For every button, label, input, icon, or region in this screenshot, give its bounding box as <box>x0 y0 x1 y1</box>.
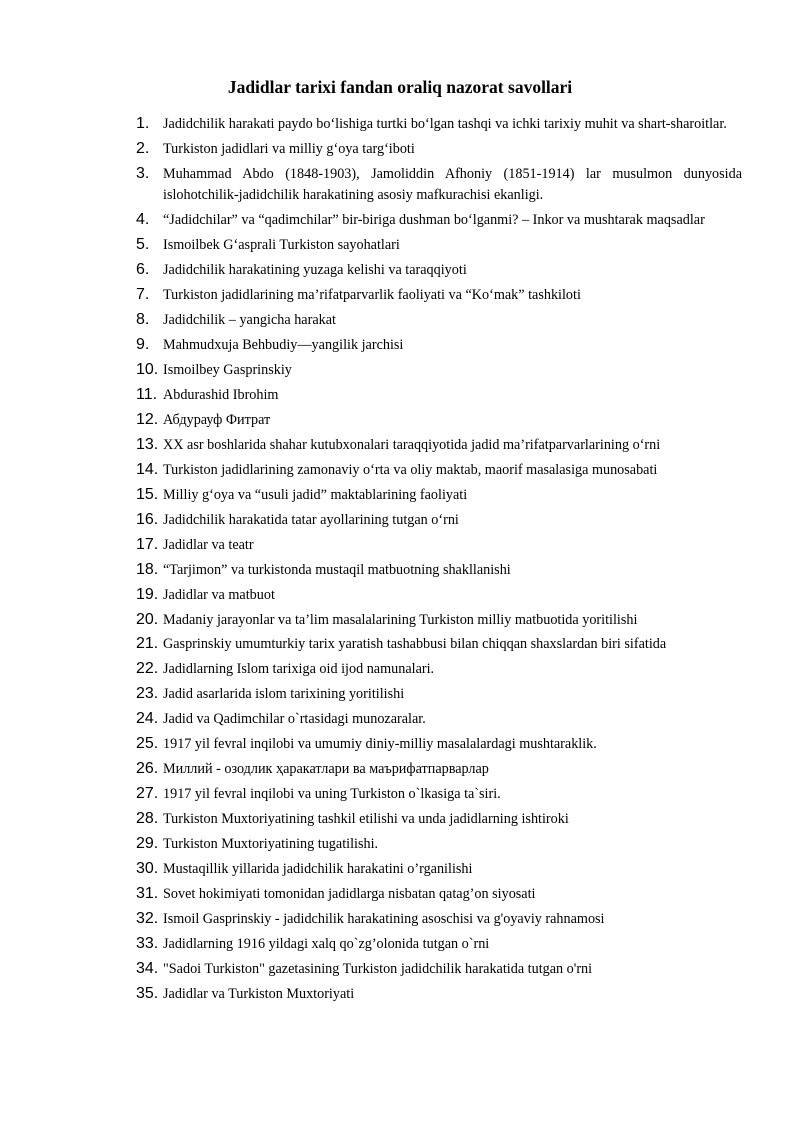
question-text: Turkiston jadidlarining ma’rifatparvarlik faoliyati va “Ko‘mak” tashkiloti <box>163 286 581 303</box>
list-item <box>136 235 742 256</box>
question-number: 13. <box>136 435 159 453</box>
question-text: Abdurashid Ibrohim <box>163 386 279 403</box>
question-text: Jadidlarning Islom tarixiga oid ijod namunalari. <box>163 661 435 678</box>
question-text: Jadidlar va Turkiston Muxtoriyati <box>163 986 355 1003</box>
list-item <box>136 210 742 231</box>
list-item <box>136 285 742 306</box>
question-number: 29. <box>136 835 159 853</box>
question-number: 26. <box>136 760 159 778</box>
question-number: 22. <box>136 660 159 678</box>
list-item <box>136 164 742 206</box>
question-text: Muhammad Abdo (1848-1903), Jamoliddin Afhoniy (1851-1914) lar musulmon dunyosida islohotchilik-jadidchilik harakatining asosiy mafkurachisi ekanligi. <box>163 165 742 203</box>
list-item <box>136 485 742 506</box>
question-text: Turkiston Muxtoriyatining tugatilishi. <box>163 836 379 853</box>
list-item <box>136 360 742 381</box>
question-number: 17. <box>136 535 159 553</box>
list-item <box>136 859 742 880</box>
question-text: Jadidchilik harakatida tatar ayollarining tutgan o‘rni <box>163 511 459 528</box>
question-text: "Sadoi Turkiston" gazetasining Turkiston jadidchilik harakatida tutgan o'rni <box>163 961 593 978</box>
list-item <box>136 959 742 980</box>
question-text: 1917 yil fevral inqilobi va uning Turkiston o`lkasiga ta`siri. <box>163 786 501 803</box>
list-item <box>136 510 742 531</box>
question-number: 32. <box>136 910 159 928</box>
question-number: 14. <box>136 460 159 478</box>
question-text: Jadidlarning 1916 yildagi xalq qo`zg’olonida tutgan o`rni <box>163 936 490 953</box>
question-number: 4. <box>136 210 150 228</box>
question-number: 2. <box>136 139 150 157</box>
list-item <box>136 809 742 830</box>
question-text: Madaniy jarayonlar va ta’lim masalalarining Turkiston milliy matbuotida yoritilishi <box>163 611 638 628</box>
question-number: 1. <box>136 115 150 132</box>
question-number: 30. <box>136 860 159 878</box>
list-item <box>136 310 742 331</box>
question-text: Ismoilbey Gasprinskiy <box>163 361 292 378</box>
question-number: 15. <box>136 485 159 503</box>
list-item <box>136 585 742 606</box>
question-text: Mustaqillik yillarida jadidchilik harakatini o’rganilishi <box>163 861 473 878</box>
list-item <box>136 759 742 780</box>
list-item <box>136 460 742 481</box>
question-number: 28. <box>136 810 159 828</box>
question-number: 5. <box>136 235 150 253</box>
question-number: 35. <box>136 985 159 1003</box>
question-number: 23. <box>136 685 159 703</box>
list-item <box>136 634 742 655</box>
question-text: Milliy g‘oya va “usuli jadid” maktablarining faoliyati <box>163 486 468 503</box>
list-item <box>136 535 742 556</box>
list-item <box>136 934 742 955</box>
question-text: Gasprinskiy umumturkiy tarix yaratish tashabbusi bilan chiqqan shaxslardan biri sifatida <box>163 636 667 653</box>
list-item <box>136 884 742 905</box>
question-number: 31. <box>136 885 159 903</box>
list-item <box>136 909 742 930</box>
question-list <box>136 114 742 1009</box>
question-number: 10. <box>136 360 159 378</box>
page-title: Jadidlar tarixi fandan oraliq nazorat savollari <box>227 77 573 97</box>
question-number: 16. <box>136 510 159 528</box>
question-number: 3. <box>136 164 150 182</box>
question-number: 21. <box>136 635 159 653</box>
list-item <box>136 834 742 855</box>
list-item <box>136 114 742 135</box>
question-text: Jadidchilik harakati paydo bo‘lishiga turtki bo‘lgan tashqi va ichki tarixiy muhit va shart-sharoitlar. <box>163 116 727 132</box>
question-text: Jadidlar va teatr <box>163 536 254 553</box>
question-text: Turkiston Muxtoriyatining tashkil etilishi va unda jadidlarning ishtiroki <box>163 811 569 828</box>
question-text: Ismoilbek G‘asprali Turkiston sayohatlari <box>163 236 400 253</box>
question-text: Jadidchilik harakatining yuzaga kelishi va taraqqiyoti <box>163 261 467 278</box>
list-item <box>136 784 742 805</box>
question-text: “Jadidchilar” va “qadimchilar” bir-biriga dushman bo‘lganmi? – Inkor va mushtarak maqsadlar <box>163 211 705 228</box>
question-text: Jadidchilik – yangicha harakat <box>163 311 336 328</box>
list-item <box>136 610 742 631</box>
question-number: 18. <box>136 560 159 578</box>
question-text: Sovet hokimiyati tomonidan jadidlarga nisbatan qatag’on siyosati <box>163 886 536 903</box>
question-number: 25. <box>136 735 159 753</box>
list-item <box>136 410 742 431</box>
question-number: 34. <box>136 960 159 978</box>
question-text: Jadid va Qadimchilar o`rtasidagi munozaralar. <box>163 711 426 728</box>
question-number: 12. <box>136 410 159 428</box>
question-number: 8. <box>136 310 150 328</box>
list-item <box>136 260 742 281</box>
list-item <box>136 385 742 406</box>
question-text: Jadidlar va matbuot <box>163 586 275 603</box>
list-item <box>136 435 742 456</box>
list-item <box>136 659 742 680</box>
list-item <box>136 734 742 755</box>
question-text: Абдурауф Фитрат <box>163 411 271 428</box>
question-text: Jadid asarlarida islom tarixining yoritilishi <box>163 686 405 703</box>
list-item <box>136 335 742 356</box>
question-number: 33. <box>136 935 159 953</box>
list-item <box>136 560 742 581</box>
question-number: 6. <box>136 260 150 278</box>
question-number: 27. <box>136 785 159 803</box>
list-item <box>136 709 742 730</box>
question-text: Миллий - озодлик ҳаракатлари ва маърифатпарварлар <box>163 761 489 778</box>
question-number: 19. <box>136 585 159 603</box>
question-number: 11. <box>136 385 158 403</box>
question-text: XX asr boshlarida shahar kutubxonalari taraqqiyotida jadid ma’rifatparvarlarining o‘rni <box>163 436 661 453</box>
question-text: Turkiston jadidlari va milliy g‘oya targ‘iboti <box>163 140 415 157</box>
question-number: 24. <box>136 710 159 728</box>
list-item <box>136 984 742 1005</box>
question-text: Mahmudxuja Behbudiy—yangilik jarchisi <box>163 336 404 353</box>
question-number: 7. <box>136 285 150 303</box>
question-text: 1917 yil fevral inqilobi va umumiy diniy-milliy masalalardagi mushtaraklik. <box>163 736 597 753</box>
question-text: “Tarjimon” va turkistonda mustaqil matbuotning shakllanishi <box>163 561 511 578</box>
question-text: Ismoil Gasprinskiy - jadidchilik harakatining asoschisi va g'oyaviy rahnamosi <box>163 911 605 928</box>
question-number: 9. <box>136 335 150 353</box>
list-item <box>136 684 742 705</box>
question-text: Turkiston jadidlarining zamonaviy o‘rta va oliy maktab, maorif masalasiga munosabati <box>163 461 658 478</box>
question-number: 20. <box>136 610 159 628</box>
list-item <box>136 139 742 160</box>
